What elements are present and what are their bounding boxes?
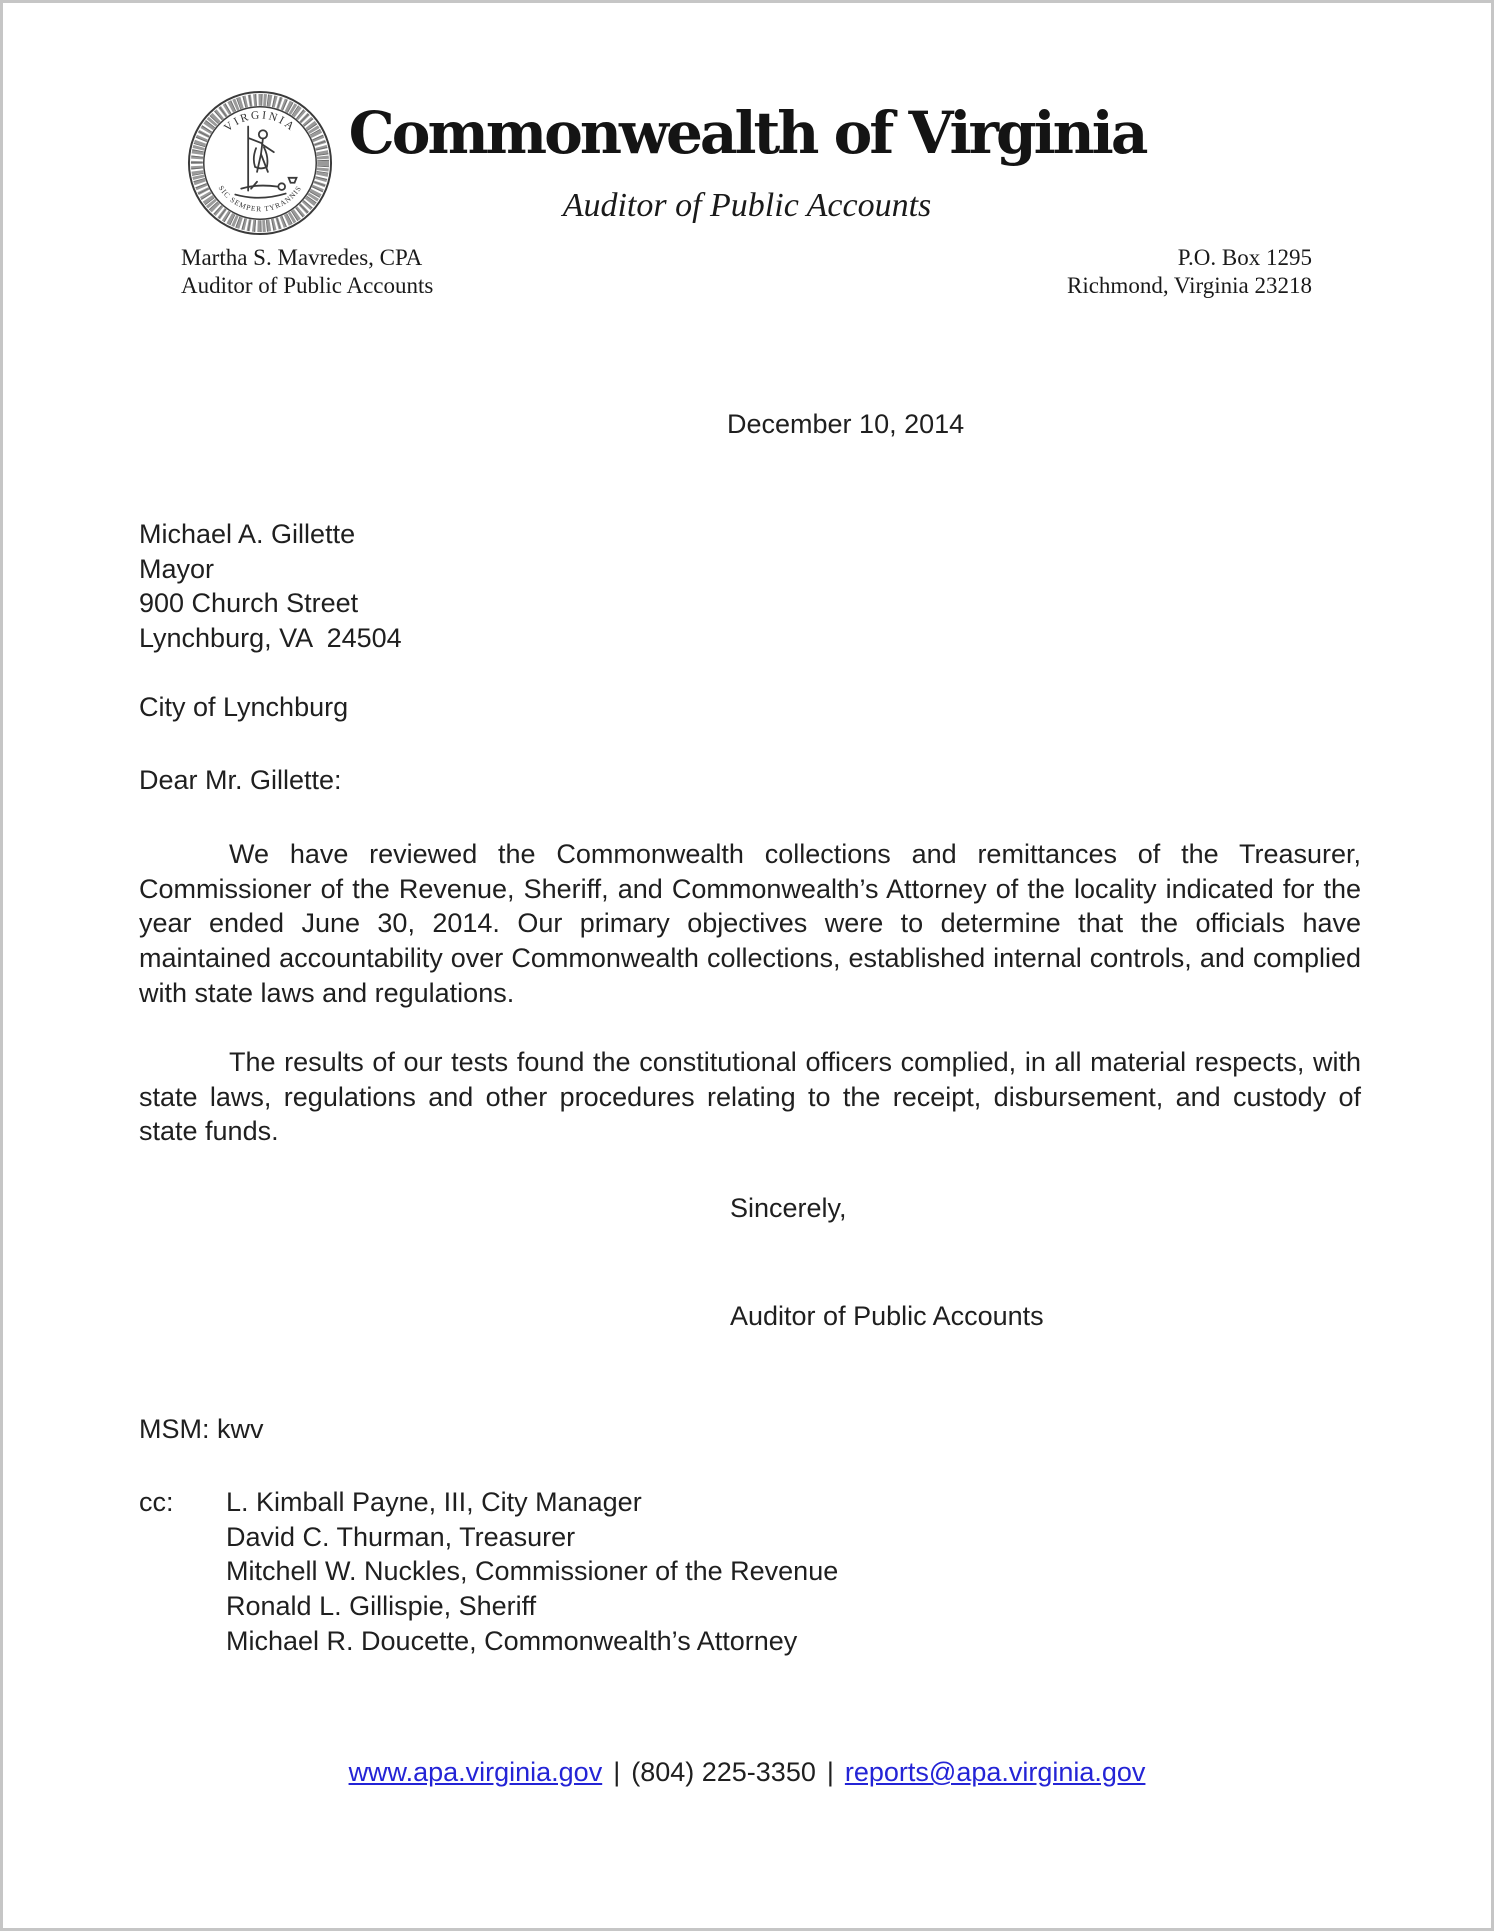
recipient-name: Michael A. Gillette [139, 519, 356, 549]
cc-label: cc: [139, 1487, 174, 1517]
cc-name: Mitchell W. Nuckles, Commissioner of the Revenue [226, 1556, 839, 1587]
seal-top-text: VIRGINIA [222, 109, 298, 135]
office-city-state-zip: Richmond, Virginia 23218 [1066, 273, 1312, 298]
org-subtitle: Auditor of Public Accounts [562, 187, 932, 224]
footer-contact-line [3, 1755, 1491, 1790]
office-address-block [1067, 244, 1312, 300]
recipient-title: Mayor [139, 553, 215, 584]
official-name: Martha S. Mavredes, CPA [181, 245, 423, 270]
salutation: Dear Mr. Gillette: [139, 765, 342, 795]
recipient-address-block [139, 517, 402, 656]
official-block [181, 244, 433, 300]
body-paragraph-2: The results of our tests found the constitutional officers complied, in all material respects, with state laws, regulations and other procedures relating to the receipt, disbursement, and custody of state funds. [139, 1047, 1361, 1147]
cc-name: L. Kimball Payne, III, City Manager [226, 1487, 642, 1517]
cc-name: Michael R. Doucette, Commonwealth’s Attorney [226, 1625, 798, 1656]
email-link[interactable]: reports@apa.virginia.gov [844, 1757, 1146, 1787]
recipient-street: 900 Church Street [139, 588, 359, 619]
website-link[interactable]: www.apa.virginia.gov [348, 1757, 603, 1787]
footer-separator: | [613, 1757, 621, 1787]
reference-initials: MSM: kwv [139, 1414, 264, 1444]
cc-name: David C. Thurman, Treasurer [226, 1521, 576, 1552]
letter-date: December 10, 2014 [727, 409, 965, 439]
recipient-city-state-zip: Lynchburg, VA 24504 [139, 623, 402, 654]
locality-line: City of Lynchburg [139, 692, 349, 722]
official-title: Auditor of Public Accounts [181, 273, 434, 298]
office-po-box: P.O. Box 1295 [1177, 245, 1312, 270]
signer-title: Auditor of Public Accounts [730, 1301, 1044, 1331]
org-title: Commonwealth of Virginia [348, 99, 1146, 167]
cc-name: Ronald L. Gillispie, Sheriff [226, 1591, 537, 1622]
phone-number: (804) 225-3350 [631, 1757, 816, 1787]
valediction: Sincerely, [730, 1193, 847, 1223]
cc-names [226, 1485, 838, 1659]
cc-block [139, 1485, 838, 1659]
body-paragraph-1: We have reviewed the Commonwealth collections and remittances of the Treasurer, Commissioner of the Revenue, Sheriff, and Commonwealth’s Attorney of the locality indicated for the year ended June 30, 2014. Our primary objectives were to determine that the officials have maintained accountability over Commonwealth collections, established internal controls, and complied with state laws and regulations. [139, 839, 1361, 1008]
seal-bottom-text: SIC SEMPER TYRANNIS [216, 183, 304, 214]
footer-separator: | [826, 1757, 834, 1787]
